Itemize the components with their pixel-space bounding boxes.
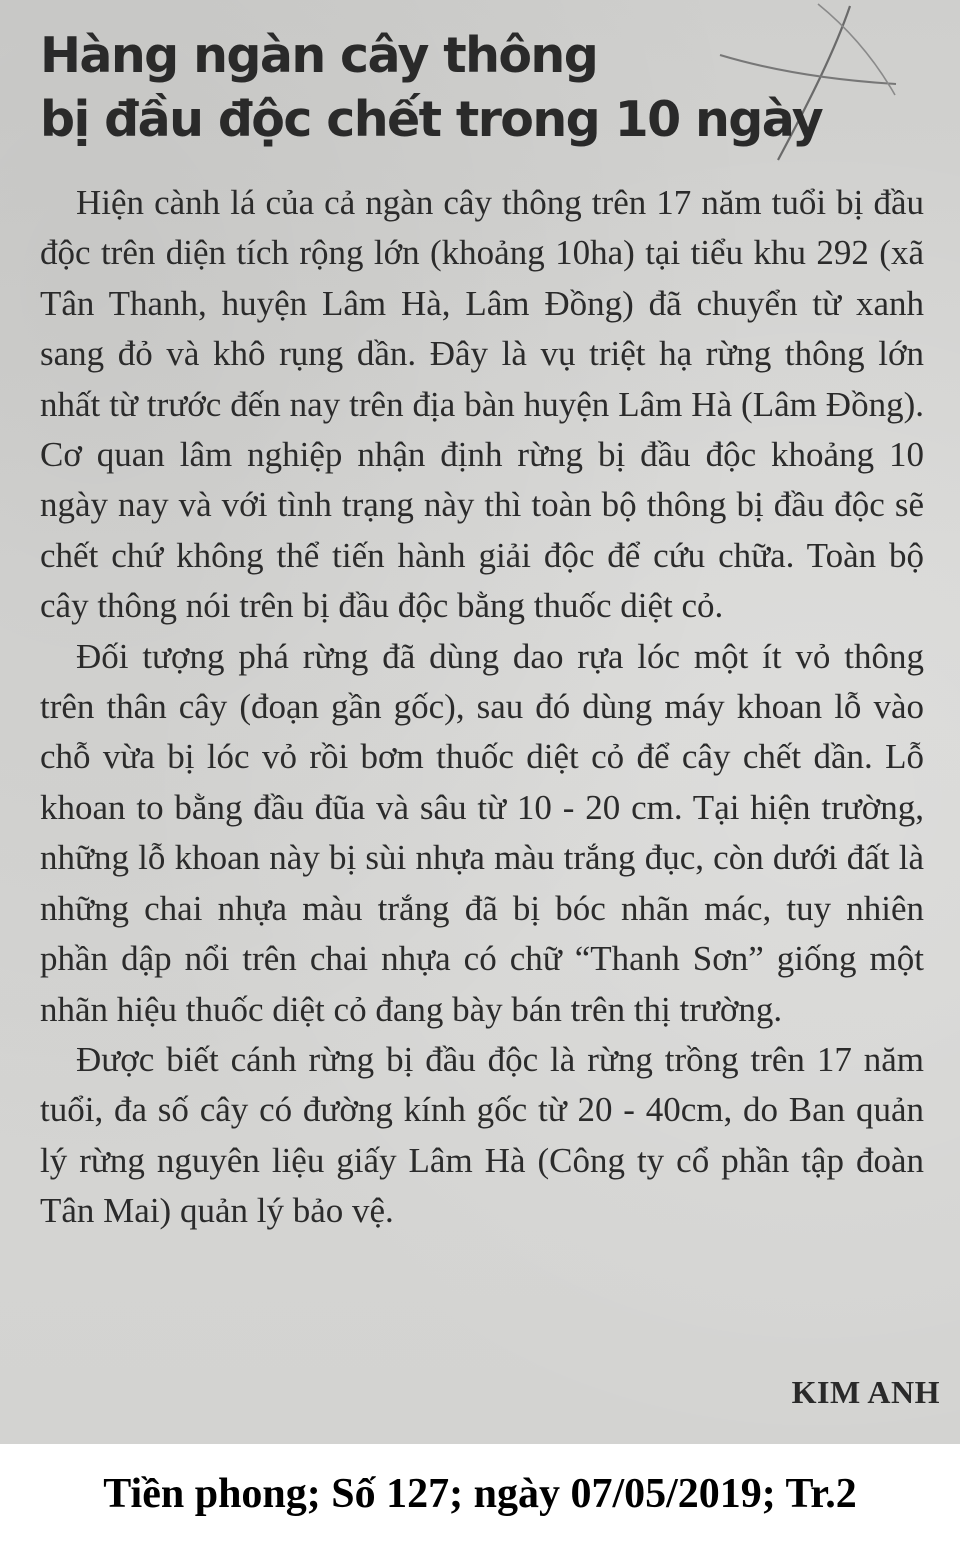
article-headline bbox=[40, 24, 920, 152]
article-author: KIM ANH bbox=[791, 1374, 940, 1410]
paragraph-1: Hiện cành lá của cả ngàn cây thông trên 17 năm tuổi bị đầu độc trên diện tích rộng lớn (khoảng 10ha) tại tiểu khu 292 (xã Tân Thanh, huyện Lâm Hà, Lâm Đồng) đã chuyển từ xanh sang đỏ và khô rụng dần. Đây là vụ triệt hạ rừng thông lớn nhất từ trước đến nay trên địa bàn huyện Lâm Hà (Lâm Đồng). Cơ quan lâm nghiệp nhận định rừng bị đầu độc khoảng 10 ngày nay và với tình trạng này thì toàn bộ thông bị đầu độc sẽ chết chứ không thể tiến hành giải độc để cứu chữa. Toàn bộ cây thông nói trên bị đầu độc bằng thuốc diệt cỏ. bbox=[40, 183, 924, 626]
headline-line-1: Hàng ngàn cây thông bbox=[40, 27, 598, 84]
headline-line-2: bị đầu độc chết trong 10 ngày bbox=[40, 91, 823, 148]
paragraph-2: Đối tượng phá rừng đã dùng dao rựa lóc một ít vỏ thông trên thân cây (đoạn gần gốc), sau đó dùng máy khoan lỗ vào chỗ vừa bị lóc vỏ rồi bơm thuốc diệt cỏ để cây chết dần. Lỗ khoan to bằng đầu đũa và sâu từ 10 - 20 cm. Tại hiện trường, những lỗ khoan này bị sùi nhựa màu trắng đục, còn dưới đất là những chai nhựa màu trắng đã bị bóc nhãn mác, tuy nhiên phần dập nổi trên chai nhựa có chữ “Thanh Sơn” giống một nhãn hiệu thuốc diệt cỏ đang bày bán trên thị trường. bbox=[40, 636, 924, 1029]
source-citation: Tiền phong; Số 127; ngày 07/05/2019; Tr.2 bbox=[103, 1471, 857, 1517]
paragraph-3: Được biết cánh rừng bị đầu độc là rừng trồng trên 17 năm tuổi, đa số cây có đường kính gốc từ 20 - 40cm, do Ban quản lý rừng nguyên liệu giấy Lâm Hà (Công ty cổ phần tập đoàn Tân Mai) quản lý bảo vệ. bbox=[40, 1039, 924, 1231]
article-body bbox=[40, 178, 924, 1237]
